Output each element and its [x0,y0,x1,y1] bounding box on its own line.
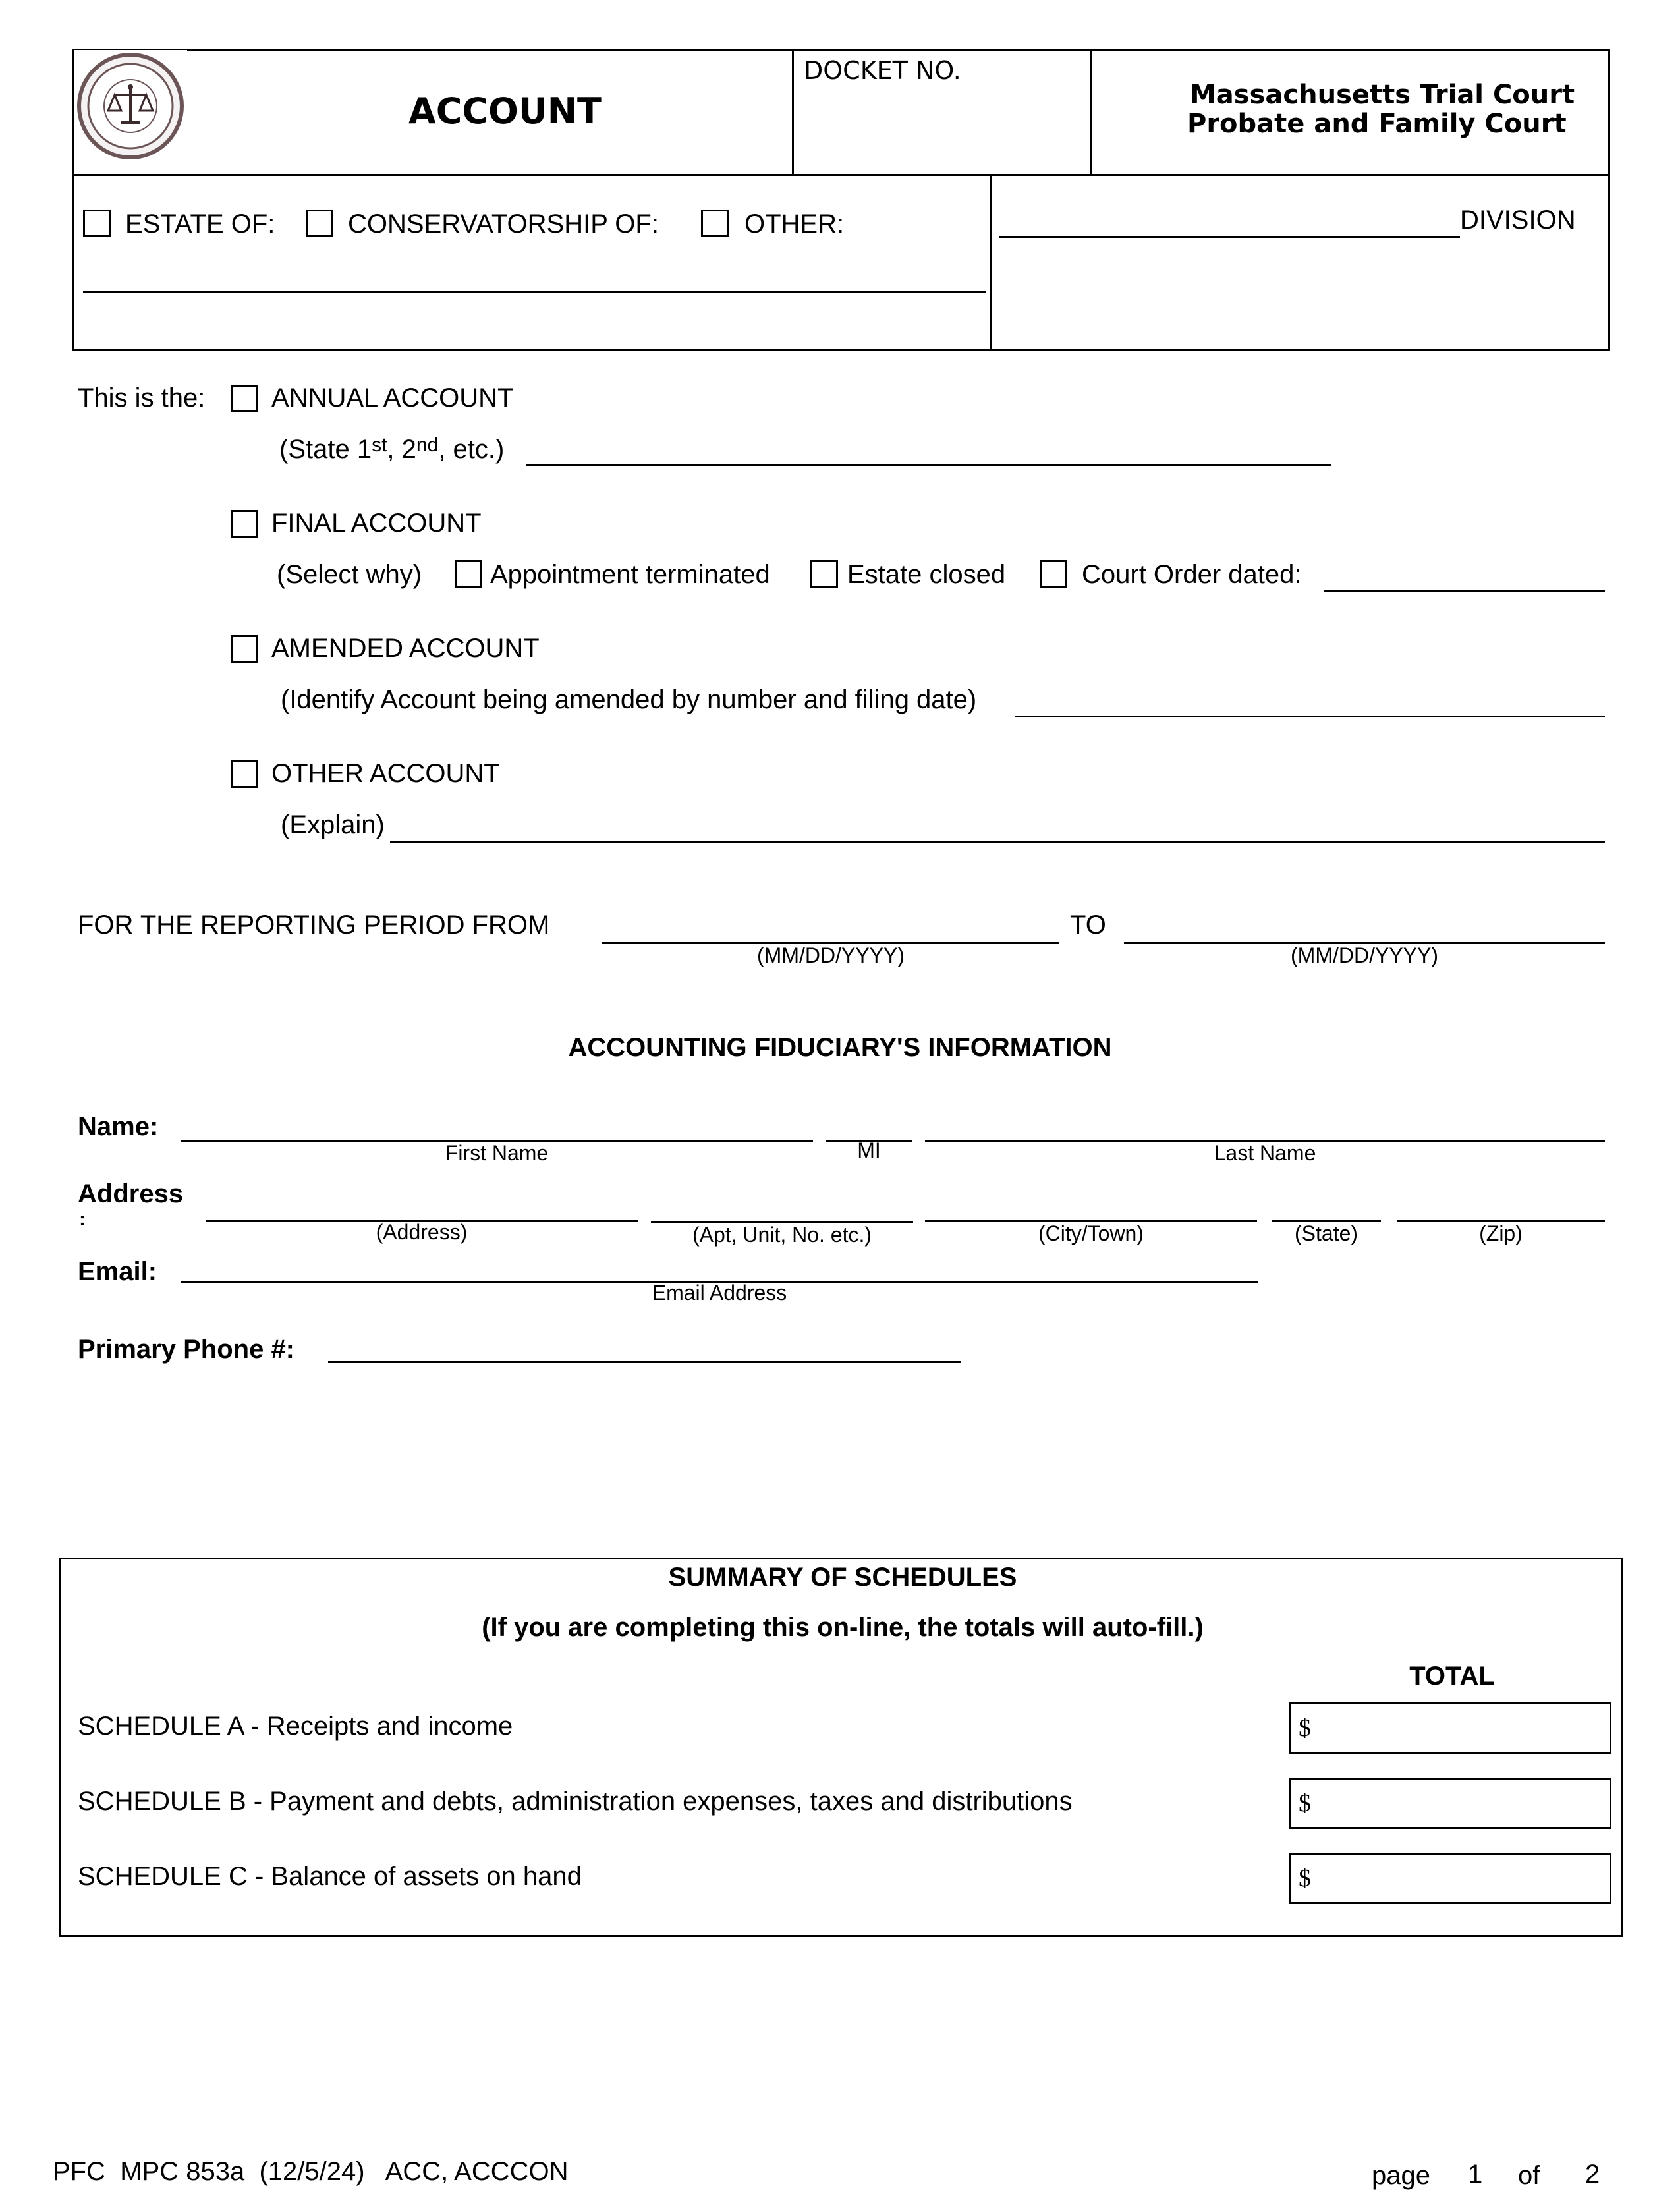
other-estate-label: OTHER: [744,210,845,239]
summary-heading: SUMMARY OF SCHEDULES [668,1563,1017,1592]
period-from-format: (MM/DD/YYYY) [757,943,905,967]
other-account-explain-field[interactable] [390,841,1605,843]
fiduciary-heading: ACCOUNTING FIDUCIARY'S INFORMATION [568,1033,1112,1062]
estate-closed-label: Estate closed [847,560,1006,589]
address-colon: : [79,1208,86,1230]
schedule-b-label: SCHEDULE B - Payment and debts, administration expenses, taxes and distributions [78,1787,1073,1816]
address-label: Address [78,1179,184,1208]
schedule-a-total[interactable] [1289,1702,1611,1754]
form-id: PFC MPC 853a (12/5/24) ACC, ACCCON [53,2157,569,2186]
docket-label: DOCKET NO. [804,56,961,85]
first-name-caption: First Name [445,1141,549,1165]
conservatorship-of-checkbox[interactable] [306,210,333,237]
court-seal-logo [74,50,187,162]
court-name-line2: Probate and Family Court [1187,109,1567,139]
estate-of-label: ESTATE OF: [125,210,275,239]
amended-account-label: AMENDED ACCOUNT [271,634,540,663]
city-caption: (City/Town) [1038,1221,1144,1245]
page-number: 1 [1468,2160,1483,2189]
division-label: DIVISION [1460,206,1576,235]
divider [990,174,992,351]
estate-name-field[interactable] [83,291,986,293]
divider [1090,49,1092,175]
last-name-caption: Last Name [1214,1141,1316,1165]
other-account-label: OTHER ACCOUNT [271,759,500,788]
division-field[interactable] [999,236,1460,238]
apt-caption: (Apt, Unit, No. etc.) [692,1223,872,1247]
amended-account-field[interactable] [1015,716,1605,717]
schedule-b-total[interactable] [1289,1778,1611,1829]
amended-account-checkbox[interactable] [231,635,258,663]
phone-field[interactable] [328,1361,961,1363]
court-order-label: Court Order dated: [1082,560,1302,589]
estate-of-checkbox[interactable] [83,210,111,237]
divider [792,49,794,175]
court-order-date-field[interactable] [1324,590,1605,592]
appointment-terminated-label: Appointment terminated [490,560,770,589]
annual-account-label: ANNUAL ACCOUNT [271,383,514,412]
phone-label: Primary Phone #: [78,1335,295,1364]
estate-closed-checkbox[interactable] [810,560,838,588]
final-account-checkbox[interactable] [231,510,258,538]
name-label: Name: [78,1112,159,1141]
annual-state-hint: (State 1st, 2nd, etc.) [279,434,505,464]
zip-caption: (Zip) [1479,1221,1523,1245]
final-account-label: FINAL ACCOUNT [271,509,482,538]
appointment-terminated-checkbox[interactable] [455,560,482,588]
schedule-a-label: SCHEDULE A - Receipts and income [78,1712,513,1741]
other-explain-hint: (Explain) [281,810,385,839]
currency-symbol: $ [1299,1714,1311,1742]
currency-symbol: $ [1299,1865,1311,1892]
annual-account-checkbox[interactable] [231,385,258,412]
annual-account-number-field[interactable] [526,464,1331,466]
address-caption: (Address) [376,1220,468,1244]
reporting-period-label: FOR THE REPORTING PERIOD FROM [78,911,550,940]
email-label: Email: [78,1257,157,1286]
state-caption: (State) [1294,1221,1358,1245]
period-to-label: TO [1070,911,1106,940]
amended-identify-hint: (Identify Account being amended by number and filing date) [281,685,977,714]
summary-note: (If you are completing this on-line, the totals will auto-fill.) [482,1613,1204,1642]
this-is-the-label: This is the: [78,383,206,412]
email-caption: Email Address [652,1281,787,1305]
other-account-checkbox[interactable] [231,760,258,788]
page-word: page [1372,2161,1430,2190]
period-to-format: (MM/DD/YYYY) [1291,943,1438,967]
page-total: 2 [1585,2160,1600,2189]
schedule-c-label: SCHEDULE C - Balance of assets on hand [78,1862,582,1891]
form-title: ACCOUNT [408,90,602,132]
court-order-checkbox[interactable] [1040,560,1067,588]
court-name-line1: Massachusetts Trial Court [1190,80,1575,110]
final-select-why: (Select why) [277,560,422,589]
total-label: TOTAL [1409,1662,1495,1691]
divider [72,174,1610,176]
schedule-c-total[interactable] [1289,1853,1611,1904]
other-estate-checkbox[interactable] [701,210,729,237]
conservatorship-of-label: CONSERVATORSHIP OF: [348,210,659,239]
of-word: of [1518,2161,1540,2190]
mi-caption: MI [857,1138,881,1162]
currency-symbol: $ [1299,1789,1311,1817]
